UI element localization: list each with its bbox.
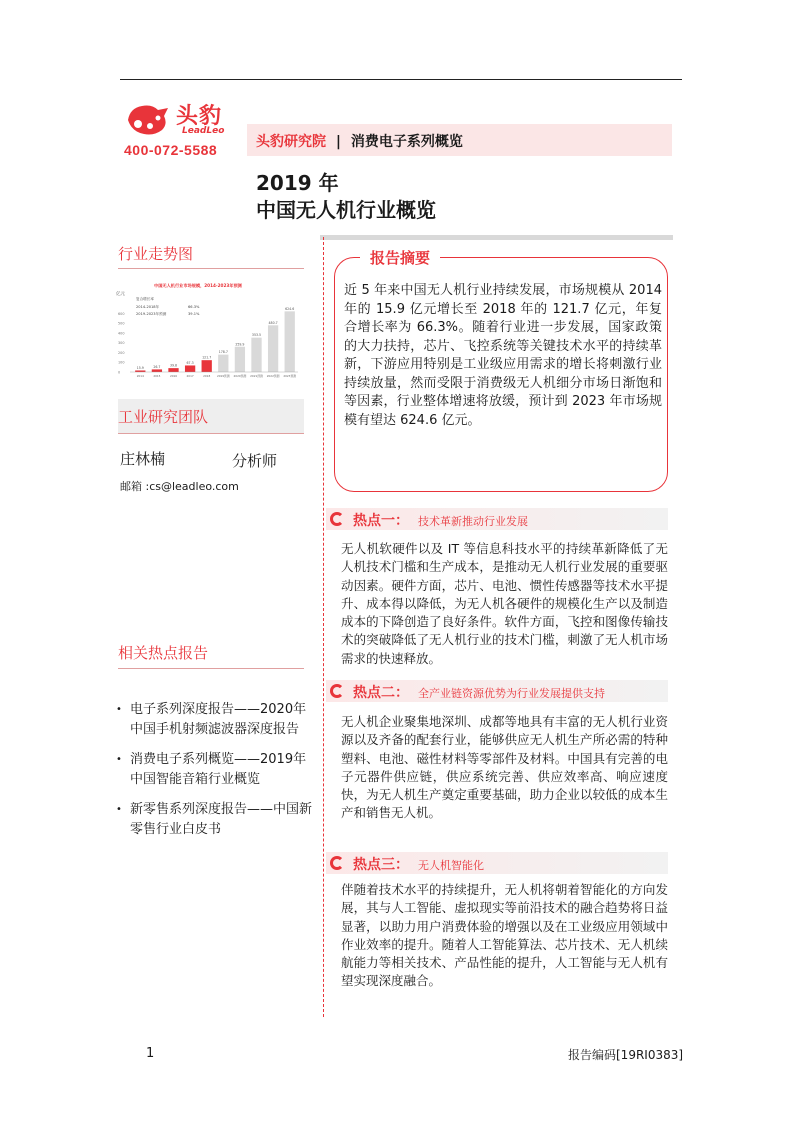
team-heading: 工业研究团队 — [118, 408, 209, 426]
chart-x-tick: 2017 — [186, 374, 194, 378]
chart-y-tick: 500 — [118, 321, 125, 326]
related-report-item[interactable]: • 消费电子系列概览——2019年中国智能音箱行业概览 — [116, 750, 312, 790]
page-number: 1 — [146, 1046, 155, 1061]
chart-y-tick: 200 — [118, 350, 125, 355]
trend-heading: 行业走势图 — [118, 245, 194, 263]
hotspot-1-title: 热点一： — [353, 513, 409, 529]
chart-x-tick: 2014 — [136, 374, 144, 378]
series-heading — [256, 131, 463, 151]
chart-y-tick: 600 — [118, 312, 125, 317]
chart-value-label: 480.7 — [268, 320, 278, 325]
chart-bar — [268, 325, 278, 372]
hotspot-3-text: 伴随着技术水平的持续提升，无人机将朝着智能化的方向发展，其与人工智能、虚拟现实等前沿技术的融合趋势将日益显著，以助力用户消费体验的增强以及在工业级应用领域中作业效率的提升。随着人工智能算法、芯片技术、无人机续航能力等相关技术、产品性能的提升，人工智能与无人机有望实现深度融合。 — [341, 882, 668, 989]
hotspot-1-text: 无人机软硬件以及 IT 等信息科技水平的持续革新降低了无人机技术门槛和生产成本，是推动无人机行业发展的重要驱动因素。硬件方面，芯片、电池、惯性传感器等技术水平提升、成本得以降低，为无人机各硬件的规模化生产以及制造成本的下降创造了良好条件。软件方面，飞控和图像传输技术的突破降低了无人机行业的技术门槛，刺激了无人机市场需求的快速释放。 — [341, 541, 668, 666]
hotspot-marker-icon — [330, 684, 344, 698]
chart-value-label: 259.9 — [235, 342, 245, 347]
chart-bar — [202, 360, 212, 372]
chart-bar — [251, 338, 261, 372]
analyst-name: 庄林楠 — [120, 450, 166, 468]
hotspot-marker-icon — [330, 856, 344, 870]
related-report-item[interactable]: • 新零售系列深度报告——中国新零售行业白皮书 — [116, 800, 312, 840]
chart-value-label: 353.5 — [251, 333, 262, 338]
chart-x-tick: 2016 — [169, 374, 178, 378]
chart-x-tick: 2023预测 — [283, 374, 297, 378]
chart-y-tick: 0 — [118, 370, 121, 375]
chart-bar — [152, 369, 162, 372]
report-title-year: 2019 年 — [256, 171, 339, 195]
report-title: 中国无人机行业概览 — [256, 198, 436, 222]
institute-name: 头豹研究院 — [256, 134, 326, 150]
summary-label: 报告摘要 — [360, 247, 440, 268]
chart-x-tick: 2019预测 — [216, 374, 230, 378]
chart-x-ticks — [137, 374, 297, 378]
chart-y-tick: 300 — [118, 341, 125, 346]
chart-value-label: 624.6 — [285, 306, 295, 311]
chart-y-ticks — [118, 312, 124, 374]
brand-name: 头豹 — [176, 104, 223, 129]
chart-value-label: 15.9 — [136, 365, 144, 370]
chart-x-tick: 2021预测 — [250, 374, 263, 378]
hotspot-2-title: 热点二： — [353, 685, 409, 701]
chart-bar — [285, 311, 295, 372]
hotspot-marker-icon — [330, 512, 344, 526]
chart-x-tick: 2015 — [153, 374, 161, 378]
chart-bar — [168, 368, 178, 372]
title-divider — [320, 235, 673, 240]
chart-y-tick: 400 — [118, 331, 125, 336]
chart-title: 中国无人机行业市场规模，2014-2023年预测 — [154, 283, 242, 288]
report-code: 报告编码[19RI0383] — [568, 1048, 684, 1062]
chart-x-tick: 2020预测 — [233, 374, 247, 378]
legend-2014-2018: 2014-2018年 — [136, 305, 160, 309]
legend-2019-2023: 2019-2023年预测 — [136, 312, 167, 316]
chart-legend — [136, 296, 200, 316]
market-size-chart — [116, 278, 306, 386]
series-name: 消费电子系列概览 — [350, 134, 463, 150]
legend-cagr: 复合增长率 — [136, 297, 154, 301]
hotspot-3-title: 热点三： — [353, 857, 409, 873]
chart-x-tick: 2022预测 — [266, 374, 280, 378]
team-heading-rule — [118, 433, 304, 434]
related-heading: 相关热点报告 — [118, 644, 209, 662]
chart-x-tick: 2018 — [203, 374, 211, 378]
hotspot-1-subtitle: 技术革新推动行业发展 — [418, 515, 528, 528]
hotspot-2-subtitle: 全产业链资源优势为行业发展提供支持 — [418, 687, 605, 700]
chart-value-label: 26.7 — [153, 364, 161, 369]
legend-cagr-value-1: 66.3% — [188, 305, 200, 309]
chart-bar — [135, 370, 145, 372]
hotspot-3-subtitle: 无人机智能化 — [418, 859, 484, 872]
chart-ylabel: 亿元 — [116, 292, 125, 297]
chart-bar — [218, 355, 228, 372]
trend-heading-rule — [118, 268, 304, 269]
phone-number: 400-072-5588 — [124, 142, 218, 158]
chart-value-label: 67.3 — [186, 360, 194, 365]
analyst-email[interactable]: 邮箱 :cs@leadleo.com — [120, 480, 239, 493]
related-reports-list — [116, 700, 312, 850]
chart-bar — [185, 365, 195, 372]
hotspot-2-text: 无人机企业聚集地深圳、成都等地具有丰富的无人机行业资源以及齐备的配套行业，能够供应无人机生产所必需的特种塑料、电池、磁性材料等零部件及材料。中国具有完善的电子元器件供应链，供应系统完善、供应效率高、响应速度快，为无人机生产奠定重要基础，助力企业以较低的成本生产和销售无人机。 — [341, 714, 668, 821]
analyst-role: 分析师 — [232, 452, 278, 470]
summary-text: 近 5 年来中国无人机行业持续发展，市场规模从 2014 年的 15.9 亿元增长至 2018 年的 121.7 亿元，年复合增长率为 66.3%。随着行业进一步发展，国家政策的大力扶持，芯片、飞控系统等关键技术水平的持续革新，下游应用特别是工业级应用需求的增长将刺激行业持续放量，然而受限于消费级无人机细分市场日渐饱和等因素，行业整体增速将放缓，预计到 2023 年市场规模有望达 624.6 亿元。 — [344, 283, 662, 428]
related-heading-rule — [118, 668, 304, 669]
header-rule — [120, 79, 682, 80]
series-separator: | — [335, 134, 341, 150]
column-divider — [323, 237, 324, 1017]
chart-value-label: 178.7 — [218, 350, 228, 355]
chart-bar — [235, 347, 245, 372]
chart-y-tick: 100 — [118, 360, 125, 365]
brand-name-en: LeadLeo — [182, 126, 225, 136]
related-report-item[interactable]: • 电子系列深度报告——2020年中国手机射频滤波器深度报告 — [116, 700, 312, 740]
legend-cagr-value-2: 39.1% — [188, 312, 200, 316]
chart-value-label: 39.8 — [169, 363, 178, 368]
chart-value-label: 121.7 — [202, 355, 212, 360]
